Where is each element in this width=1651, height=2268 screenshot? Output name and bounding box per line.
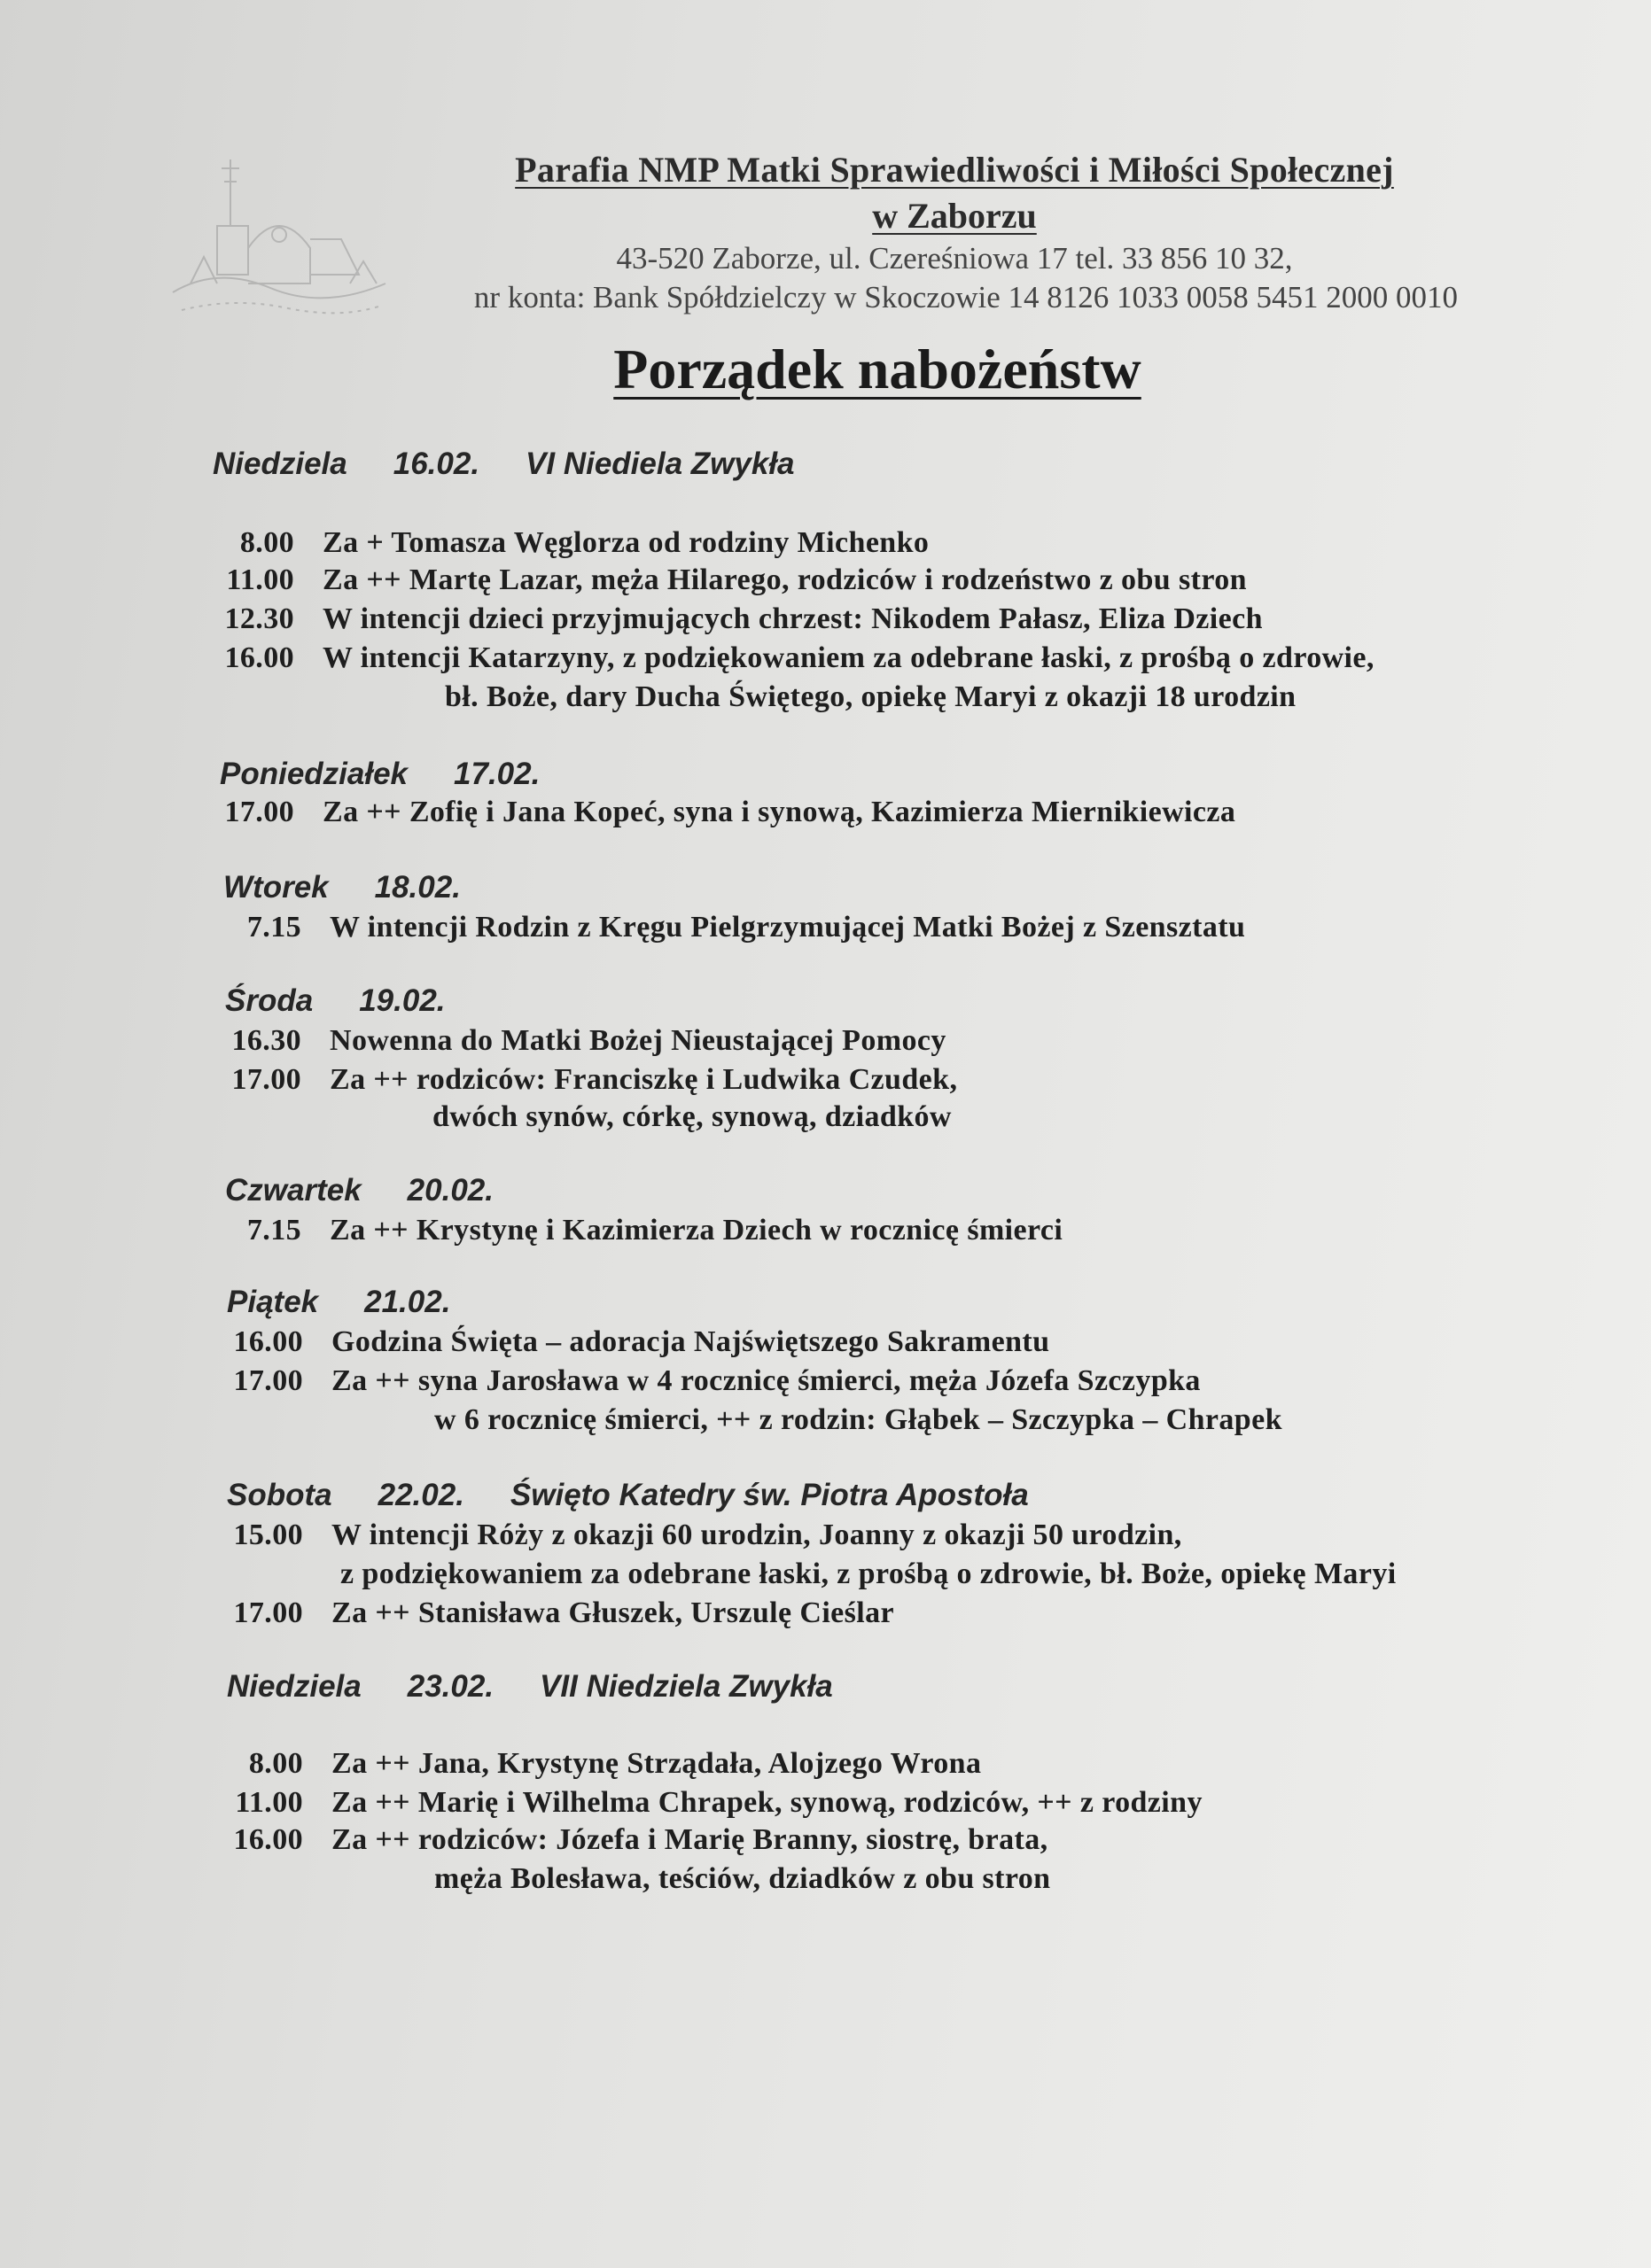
mass-intention-continued: w 6 rocznicę śmierci, ++ z rodzin: Głąbek – Szczypka – Chrapek	[434, 1403, 1282, 1436]
mass-entry	[211, 1214, 1063, 1247]
mass-entry	[211, 1024, 946, 1058]
mass-time: 17.00	[233, 1596, 303, 1629]
mass-entry	[204, 641, 1375, 675]
mass-intention-continued: bł. Boże, dary Ducha Świętego, opiekę Maryi z okazji 18 urodzin	[445, 680, 1297, 713]
mass-intention: Za ++ rodziców: Franciszkę i Ludwika Czudek,	[330, 1063, 958, 1096]
mass-intention: Za ++ rodziców: Józefa i Marię Branny, siostrę, brata,	[331, 1823, 1048, 1856]
church-watermark-icon	[164, 142, 394, 328]
mass-entry	[213, 1596, 894, 1630]
day-heading	[213, 447, 795, 482]
mass-intention: Za ++ Jana, Krystynę Strządała, Alojzego Wrona	[331, 1747, 982, 1780]
day-name: Wtorek	[223, 870, 329, 905]
mass-intention: W intencji Rodzin z Kręgu Pielgrzymującej Matki Bożej z Szensztatu	[330, 911, 1246, 944]
day-heading	[223, 870, 461, 905]
day-heading	[225, 983, 446, 1019]
mass-intention: Za ++ Marię i Wilhelma Chrapek, synową, rodziców, ++ z rodziny	[331, 1786, 1203, 1819]
mass-entry	[213, 1518, 1182, 1552]
mass-entry	[213, 1325, 1049, 1359]
mass-time: 8.00	[239, 526, 294, 559]
day-heading	[227, 1285, 450, 1320]
parish-location: w Zaborzu	[872, 196, 1037, 236]
mass-intention: Za ++ Krystynę i Kazimierza Dziech w rocznicę śmierci	[330, 1214, 1063, 1247]
mass-entry	[204, 602, 1263, 636]
day-date: 21.02.	[364, 1285, 451, 1319]
day-heading	[225, 1173, 494, 1208]
mass-entry	[211, 1063, 957, 1097]
day-name: Czwartek	[225, 1173, 362, 1208]
parish-address: 43-520 Zaborze, ul. Czereśniowa 17 tel. 33 856 10 32,	[616, 241, 1293, 276]
day-heading	[227, 1669, 833, 1705]
bank-account: nr konta: Bank Spółdzielczy w Skoczowie 14 8126 1033 0058 5451 2000 0010	[473, 280, 1459, 315]
day-heading	[220, 757, 540, 792]
day-name: Niedziela	[227, 1669, 362, 1704]
mass-intention: Za + Tomasza Węglorza od rodziny Michenko	[323, 526, 930, 559]
day-date: 20.02.	[407, 1173, 494, 1208]
day-name: Niedziela	[213, 447, 347, 481]
mass-time: 7.15	[246, 911, 301, 944]
day-date: 16.02.	[393, 447, 480, 481]
mass-time: 11.00	[235, 1786, 303, 1819]
day-date: 18.02.	[374, 870, 461, 905]
day-feast: Święto Katedry św. Piotra Apostoła	[510, 1478, 1029, 1512]
day-name: Piątek	[227, 1285, 319, 1319]
day-date: 23.02.	[407, 1669, 495, 1704]
mass-intention: W intencji Katarzyny, z podziękowaniem za odebrane łaski, z prośbą o zdrowie,	[323, 641, 1375, 674]
mass-intention: Za ++ Stanisława Głuszek, Urszulę Cieślar	[331, 1596, 895, 1629]
mass-intention: Nowenna do Matki Bożej Nieustającej Pomocy	[330, 1024, 946, 1057]
mass-intention: W intencji dzieci przyjmujących chrzest: Nikodem Pałasz, Eliza Dziech	[323, 602, 1263, 635]
mass-intention: Za ++ Zofię i Jana Kopeć, syna i synową, Kazimierza Miernikiewicza	[323, 796, 1236, 828]
mass-time: 17.00	[233, 1364, 303, 1397]
parish-name: Parafia NMP Matki Sprawiedliwości i Miłości Społecznej	[515, 150, 1394, 190]
mass-intention: Godzina Święta – adoracja Najświętszego Sakramentu	[331, 1325, 1050, 1358]
mass-entry	[211, 911, 1245, 944]
mass-time: 17.00	[231, 1063, 301, 1096]
mass-entry	[204, 563, 1247, 597]
day-name: Sobota	[227, 1478, 332, 1512]
mass-intention: Za ++ Martę Lazar, męża Hilarego, rodziców i rodzeństwo z obu stron	[323, 563, 1247, 596]
document-title: Porządek nabożeństw	[613, 338, 1141, 400]
mass-intention: Za ++ syna Jarosława w 4 rocznicę śmierci, męża Józefa Szczypka	[331, 1364, 1201, 1397]
mass-entry	[204, 526, 929, 560]
mass-entry	[213, 1747, 981, 1781]
day-date: 22.02.	[378, 1478, 464, 1512]
mass-time: 16.30	[231, 1024, 301, 1057]
mass-time: 17.00	[224, 796, 294, 828]
mass-entry	[213, 1823, 1048, 1857]
day-heading	[227, 1478, 1029, 1513]
day-name: Poniedziałek	[220, 757, 409, 791]
mass-time: 16.00	[233, 1823, 303, 1856]
mass-time: 11.00	[226, 563, 294, 596]
mass-time: 16.00	[224, 641, 294, 674]
mass-entry	[213, 1364, 1201, 1398]
day-feast: VII Niedziela Zwykła	[540, 1669, 833, 1704]
mass-intention-continued: z podziękowaniem za odebrane łaski, z prośbą o zdrowie, bł. Boże, opiekę Maryi	[340, 1557, 1397, 1590]
day-feast: VI Niediela Zwykła	[526, 447, 795, 481]
day-date: 19.02.	[359, 983, 446, 1018]
mass-intention: W intencji Róży z okazji 60 urodzin, Joanny z okazji 50 urodzin,	[331, 1518, 1182, 1551]
day-name: Środa	[225, 983, 314, 1018]
mass-entry	[204, 796, 1235, 829]
mass-time: 12.30	[224, 602, 294, 635]
mass-time: 16.00	[233, 1325, 303, 1358]
mass-time: 15.00	[233, 1518, 303, 1551]
mass-entry	[213, 1786, 1203, 1820]
mass-intention-continued: dwóch synów, córkę, synową, dziadków	[432, 1100, 952, 1133]
mass-time: 8.00	[248, 1747, 303, 1780]
mass-intention-continued: męża Bolesława, teściów, dziadków z obu stron	[434, 1862, 1051, 1895]
mass-time: 7.15	[246, 1214, 301, 1247]
day-date: 17.02.	[454, 757, 541, 791]
